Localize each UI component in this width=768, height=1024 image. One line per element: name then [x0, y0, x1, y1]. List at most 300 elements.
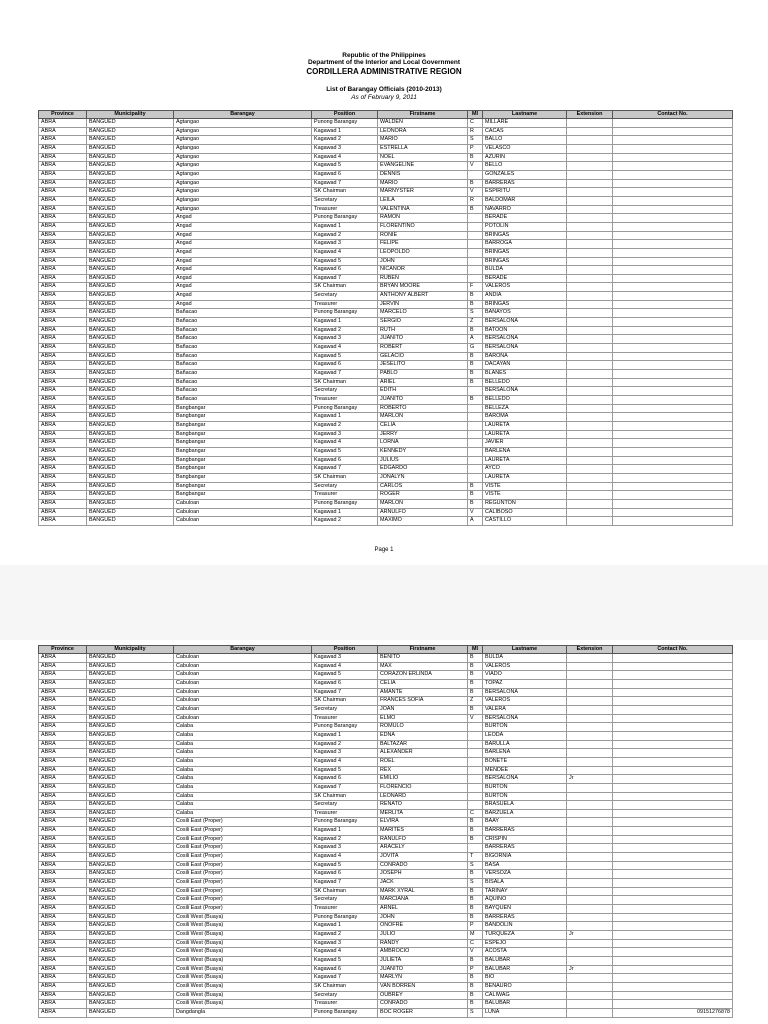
- cell-position: Kagawad 2: [312, 231, 378, 240]
- cell-lastname: TOPAZ: [483, 679, 567, 688]
- table-row: [39, 931, 733, 940]
- cell-lastname: BELLEDO: [483, 396, 567, 405]
- cell-municipality: BANGUED: [87, 783, 174, 792]
- cell-barangay: Angad: [174, 266, 312, 275]
- cell-municipality: BANGUED: [87, 447, 174, 456]
- cell-lastname: BAYQUEN: [483, 905, 567, 914]
- column-header-position: Position: [312, 111, 378, 119]
- cell-contact: [613, 662, 733, 671]
- cell-barangay: Bañacao: [174, 318, 312, 327]
- cell-position: Kagawad 2: [312, 136, 378, 145]
- cell-extension: [567, 326, 613, 335]
- cell-barangay: Angad: [174, 257, 312, 266]
- header-line-region: CORDILLERA ADMINISTRATIVE REGION: [306, 66, 462, 76]
- cell-firstname: JONALYN: [378, 473, 468, 482]
- table-row: [39, 352, 733, 361]
- cell-position: Kagawad 3: [312, 939, 378, 948]
- table-row: [39, 723, 733, 732]
- cell-mi: [468, 430, 483, 439]
- cell-position: Treasurer: [312, 1000, 378, 1009]
- column-header-province: Province: [39, 111, 87, 119]
- cell-position: Kagawad 2: [312, 835, 378, 844]
- table-row: [39, 887, 733, 896]
- cell-contact: [613, 413, 733, 422]
- cell-mi: B: [468, 705, 483, 714]
- cell-province: ABRA: [39, 887, 87, 896]
- cell-extension: [567, 1000, 613, 1009]
- cell-lastname: BRINGAS: [483, 231, 567, 240]
- cell-firstname: MAX: [378, 662, 468, 671]
- cell-extension: [567, 913, 613, 922]
- cell-position: SK Chairman: [312, 982, 378, 991]
- cell-mi: B: [468, 662, 483, 671]
- cell-lastname: BERSALONA: [483, 318, 567, 327]
- cell-mi: B: [468, 982, 483, 991]
- cell-mi: B: [468, 292, 483, 301]
- table-row: [39, 240, 733, 249]
- cell-contact: [613, 196, 733, 205]
- cell-mi: S: [468, 309, 483, 318]
- table-row: [39, 214, 733, 223]
- cell-contact: [613, 679, 733, 688]
- table-row: [39, 697, 733, 706]
- column-header-contact: Contact No.: [613, 111, 733, 119]
- cell-extension: [567, 956, 613, 965]
- cell-municipality: BANGUED: [87, 827, 174, 836]
- cell-municipality: BANGUED: [87, 352, 174, 361]
- cell-barangay: Bañacao: [174, 387, 312, 396]
- cell-contact: [613, 387, 733, 396]
- cell-extension: [567, 809, 613, 818]
- cell-mi: B: [468, 818, 483, 827]
- cell-province: ABRA: [39, 309, 87, 318]
- cell-contact: [613, 335, 733, 344]
- cell-contact: [613, 378, 733, 387]
- cell-municipality: BANGUED: [87, 231, 174, 240]
- cell-position: Kagawad 6: [312, 266, 378, 275]
- cell-barangay: Cabuloan: [174, 654, 312, 663]
- table-row: [39, 292, 733, 301]
- cell-contact: [613, 775, 733, 784]
- table-row: [39, 413, 733, 422]
- cell-position: Kagawad 7: [312, 688, 378, 697]
- cell-position: Kagawad 4: [312, 248, 378, 257]
- cell-firstname: ARNEL: [378, 905, 468, 914]
- cell-lastname: VISTE: [483, 482, 567, 491]
- cell-province: ABRA: [39, 335, 87, 344]
- table-row: [39, 266, 733, 275]
- cell-barangay: Agtangao: [174, 170, 312, 179]
- cell-barangay: Agtangao: [174, 127, 312, 136]
- cell-mi: S: [468, 861, 483, 870]
- cell-extension: Jr: [567, 965, 613, 974]
- cell-municipality: BANGUED: [87, 731, 174, 740]
- cell-municipality: BANGUED: [87, 473, 174, 482]
- cell-firstname: MARCIANA: [378, 896, 468, 905]
- cell-mi: B: [468, 300, 483, 309]
- cell-mi: [468, 775, 483, 784]
- cell-firstname: EMILIO: [378, 775, 468, 784]
- cell-extension: [567, 170, 613, 179]
- cell-municipality: BANGUED: [87, 482, 174, 491]
- table-row: [39, 196, 733, 205]
- cell-contact: [613, 827, 733, 836]
- cell-firstname: JULIETA: [378, 956, 468, 965]
- cell-municipality: BANGUED: [87, 705, 174, 714]
- cell-position: Kagawad 3: [312, 430, 378, 439]
- cell-lastname: BRASUELA: [483, 801, 567, 810]
- cell-barangay: Cosili West (Buaya): [174, 922, 312, 931]
- cell-mi: B: [468, 913, 483, 922]
- cell-province: ABRA: [39, 404, 87, 413]
- cell-barangay: Bangbangar: [174, 482, 312, 491]
- cell-contact: [613, 482, 733, 491]
- cell-lastname: ESPIRITU: [483, 188, 567, 197]
- table-row: [39, 361, 733, 370]
- cell-mi: B: [468, 887, 483, 896]
- cell-position: Kagawad 3: [312, 749, 378, 758]
- cell-extension: [567, 671, 613, 680]
- cell-contact: [613, 853, 733, 862]
- cell-extension: [567, 188, 613, 197]
- table-row: [39, 482, 733, 491]
- cell-municipality: BANGUED: [87, 222, 174, 231]
- cell-barangay: Agtangao: [174, 144, 312, 153]
- cell-mi: B: [468, 835, 483, 844]
- cell-province: ABRA: [39, 792, 87, 801]
- cell-province: ABRA: [39, 948, 87, 957]
- cell-barangay: Cabuloan: [174, 714, 312, 723]
- cell-barangay: Calaba: [174, 757, 312, 766]
- cell-firstname: CELIA: [378, 421, 468, 430]
- cell-mi: V: [468, 188, 483, 197]
- cell-municipality: BANGUED: [87, 861, 174, 870]
- cell-barangay: Dangdangla: [174, 1008, 312, 1017]
- cell-firstname: JOHN: [378, 257, 468, 266]
- cell-barangay: Agtangao: [174, 153, 312, 162]
- cell-municipality: BANGUED: [87, 456, 174, 465]
- table-row: [39, 396, 733, 405]
- cell-extension: [567, 517, 613, 526]
- table-row: [39, 792, 733, 801]
- cell-barangay: Calaba: [174, 809, 312, 818]
- cell-municipality: BANGUED: [87, 931, 174, 940]
- table-row: [39, 344, 733, 353]
- cell-contact: [613, 688, 733, 697]
- table-row: [39, 783, 733, 792]
- cell-province: ABRA: [39, 801, 87, 810]
- cell-mi: [468, 731, 483, 740]
- cell-contact: [613, 361, 733, 370]
- table-row: [39, 179, 733, 188]
- cell-mi: B: [468, 905, 483, 914]
- cell-position: Punong Barangay: [312, 818, 378, 827]
- cell-municipality: BANGUED: [87, 370, 174, 379]
- cell-position: SK Chairman: [312, 473, 378, 482]
- cell-lastname: GONZALES: [483, 170, 567, 179]
- cell-municipality: BANGUED: [87, 749, 174, 758]
- cell-mi: S: [468, 136, 483, 145]
- cell-position: Kagawad 4: [312, 662, 378, 671]
- cell-lastname: BERADE: [483, 214, 567, 223]
- table-row: [39, 679, 733, 688]
- cell-municipality: BANGUED: [87, 835, 174, 844]
- cell-contact: [613, 913, 733, 922]
- cell-province: ABRA: [39, 153, 87, 162]
- cell-lastname: BARRERAS: [483, 913, 567, 922]
- cell-contact: [613, 456, 733, 465]
- column-header-extension: Extension: [567, 646, 613, 654]
- cell-barangay: Cosili West (Buaya): [174, 965, 312, 974]
- cell-barangay: Calaba: [174, 749, 312, 758]
- cell-barangay: Agtangao: [174, 188, 312, 197]
- cell-lastname: BARLENA: [483, 447, 567, 456]
- cell-lastname: LAURETA: [483, 430, 567, 439]
- cell-lastname: BELLEZA: [483, 404, 567, 413]
- table-row: [39, 257, 733, 266]
- cell-municipality: BANGUED: [87, 922, 174, 931]
- cell-municipality: BANGUED: [87, 274, 174, 283]
- cell-firstname: JESELITO: [378, 361, 468, 370]
- cell-firstname: RUTH: [378, 326, 468, 335]
- cell-barangay: Agtangao: [174, 205, 312, 214]
- cell-firstname: FRANCES SOFIA: [378, 697, 468, 706]
- cell-position: Kagawad 5: [312, 352, 378, 361]
- cell-lastname: BARULLA: [483, 740, 567, 749]
- cell-lastname: BASA: [483, 861, 567, 870]
- cell-contact: [613, 283, 733, 292]
- cell-barangay: Cosili East (Proper): [174, 887, 312, 896]
- cell-contact: [613, 222, 733, 231]
- cell-lastname: BRINGAS: [483, 248, 567, 257]
- cell-municipality: BANGUED: [87, 136, 174, 145]
- cell-extension: [567, 292, 613, 301]
- cell-barangay: Cosili East (Proper): [174, 861, 312, 870]
- cell-extension: [567, 240, 613, 249]
- cell-firstname: BOC ROGER: [378, 1008, 468, 1017]
- cell-position: Punong Barangay: [312, 119, 378, 128]
- cell-contact: [613, 714, 733, 723]
- cell-province: ABRA: [39, 740, 87, 749]
- cell-province: ABRA: [39, 775, 87, 784]
- cell-barangay: Cosili West (Buaya): [174, 991, 312, 1000]
- table-row: [39, 879, 733, 888]
- cell-barangay: Cosili West (Buaya): [174, 956, 312, 965]
- cell-barangay: Cosili West (Buaya): [174, 974, 312, 983]
- cell-lastname: BANAYOS: [483, 309, 567, 318]
- document-header: [0, 52, 768, 101]
- cell-contact: [613, 370, 733, 379]
- cell-municipality: BANGUED: [87, 714, 174, 723]
- cell-lastname: BERSALONA: [483, 335, 567, 344]
- cell-extension: [567, 205, 613, 214]
- cell-firstname: KENNEDY: [378, 447, 468, 456]
- cell-barangay: Cosili West (Buaya): [174, 1000, 312, 1009]
- cell-municipality: BANGUED: [87, 318, 174, 327]
- cell-municipality: BANGUED: [87, 248, 174, 257]
- cell-lastname: BULDA: [483, 266, 567, 275]
- cell-municipality: BANGUED: [87, 913, 174, 922]
- cell-extension: [567, 387, 613, 396]
- cell-mi: [468, 465, 483, 474]
- cell-contact: [613, 517, 733, 526]
- cell-firstname: AMBROCIO: [378, 948, 468, 957]
- cell-position: Kagawad 1: [312, 318, 378, 327]
- cell-barangay: Cabuloan: [174, 662, 312, 671]
- cell-extension: [567, 982, 613, 991]
- table-row: [39, 499, 733, 508]
- cell-firstname: RANULFO: [378, 835, 468, 844]
- cell-municipality: BANGUED: [87, 662, 174, 671]
- cell-lastname: CACAS: [483, 127, 567, 136]
- cell-barangay: Bangbangar: [174, 456, 312, 465]
- cell-lastname: BERSALONA: [483, 775, 567, 784]
- cell-contact: [613, 896, 733, 905]
- cell-barangay: Cosili East (Proper): [174, 827, 312, 836]
- cell-mi: S: [468, 1008, 483, 1017]
- cell-lastname: LAURETA: [483, 421, 567, 430]
- cell-position: Kagawad 6: [312, 456, 378, 465]
- cell-barangay: Cosili West (Buaya): [174, 931, 312, 940]
- cell-extension: [567, 887, 613, 896]
- cell-position: Kagawad 1: [312, 508, 378, 517]
- cell-lastname: BENAURO: [483, 982, 567, 991]
- cell-province: ABRA: [39, 705, 87, 714]
- cell-mi: B: [468, 1000, 483, 1009]
- cell-province: ABRA: [39, 922, 87, 931]
- cell-position: Kagawad 3: [312, 335, 378, 344]
- cell-firstname: EDNA: [378, 731, 468, 740]
- cell-province: ABRA: [39, 413, 87, 422]
- cell-contact: [613, 835, 733, 844]
- cell-lastname: BARONA: [483, 352, 567, 361]
- cell-firstname: ROBERTO: [378, 404, 468, 413]
- cell-position: SK Chairman: [312, 283, 378, 292]
- officials-table-page-2: [38, 645, 733, 1018]
- cell-firstname: LEOPOLDO: [378, 248, 468, 257]
- table-header-row: [39, 646, 733, 654]
- cell-province: ABRA: [39, 240, 87, 249]
- cell-firstname: JULIUS: [378, 456, 468, 465]
- cell-lastname: BERSALONA: [483, 344, 567, 353]
- cell-province: ABRA: [39, 144, 87, 153]
- cell-contact: [613, 491, 733, 500]
- table-row: [39, 1000, 733, 1009]
- cell-municipality: BANGUED: [87, 404, 174, 413]
- cell-municipality: BANGUED: [87, 430, 174, 439]
- cell-barangay: Angad: [174, 231, 312, 240]
- column-header-lastname: Lastname: [483, 646, 567, 654]
- cell-extension: [567, 749, 613, 758]
- cell-contact: [613, 447, 733, 456]
- cell-contact: [613, 179, 733, 188]
- cell-barangay: Bangbangar: [174, 430, 312, 439]
- cell-contact: [613, 922, 733, 931]
- cell-firstname: FELIPE: [378, 240, 468, 249]
- cell-province: ABRA: [39, 421, 87, 430]
- cell-firstname: ROMULO: [378, 723, 468, 732]
- column-header-province: Province: [39, 646, 87, 654]
- cell-contact: [613, 697, 733, 706]
- cell-mi: M: [468, 931, 483, 940]
- table-row: [39, 318, 733, 327]
- cell-lastname: JAVIER: [483, 439, 567, 448]
- cell-extension: [567, 499, 613, 508]
- cell-municipality: BANGUED: [87, 144, 174, 153]
- cell-municipality: BANGUED: [87, 982, 174, 991]
- table-header-row: [39, 111, 733, 119]
- cell-province: ABRA: [39, 430, 87, 439]
- cell-lastname: CASTILLO: [483, 517, 567, 526]
- cell-barangay: Calaba: [174, 766, 312, 775]
- cell-contact: [613, 188, 733, 197]
- cell-province: ABRA: [39, 965, 87, 974]
- cell-mi: [468, 248, 483, 257]
- cell-firstname: ALEXANDER: [378, 749, 468, 758]
- cell-mi: [468, 757, 483, 766]
- cell-lastname: BARRERAS: [483, 179, 567, 188]
- cell-barangay: Calaba: [174, 731, 312, 740]
- cell-firstname: FLORENCIO: [378, 783, 468, 792]
- cell-mi: B: [468, 370, 483, 379]
- cell-position: Secretary: [312, 896, 378, 905]
- cell-contact: [613, 326, 733, 335]
- cell-lastname: BURTON: [483, 783, 567, 792]
- cell-municipality: BANGUED: [87, 818, 174, 827]
- cell-province: ABRA: [39, 991, 87, 1000]
- cell-extension: [567, 939, 613, 948]
- cell-extension: Jr: [567, 931, 613, 940]
- cell-mi: C: [468, 119, 483, 128]
- cell-barangay: Calaba: [174, 783, 312, 792]
- cell-position: Kagawad 3: [312, 144, 378, 153]
- cell-lastname: MENDEE: [483, 766, 567, 775]
- cell-contact: [613, 292, 733, 301]
- cell-extension: [567, 792, 613, 801]
- table-row: [39, 387, 733, 396]
- cell-extension: [567, 870, 613, 879]
- cell-extension: [567, 974, 613, 983]
- cell-mi: G: [468, 344, 483, 353]
- cell-position: SK Chairman: [312, 697, 378, 706]
- table-row: [39, 982, 733, 991]
- table-row: [39, 870, 733, 879]
- cell-position: Kagawad 6: [312, 170, 378, 179]
- cell-position: Treasurer: [312, 491, 378, 500]
- cell-contact: [613, 344, 733, 353]
- cell-province: ABRA: [39, 662, 87, 671]
- cell-firstname: JUANITO: [378, 396, 468, 405]
- cell-extension: [567, 222, 613, 231]
- cell-barangay: Cosili West (Buaya): [174, 982, 312, 991]
- cell-contact: [613, 654, 733, 663]
- table-row: [39, 274, 733, 283]
- cell-contact: [613, 818, 733, 827]
- cell-mi: P: [468, 922, 483, 931]
- cell-position: SK Chairman: [312, 887, 378, 896]
- cell-firstname: ROGER: [378, 491, 468, 500]
- cell-firstname: MARNYSTER: [378, 188, 468, 197]
- cell-municipality: BANGUED: [87, 292, 174, 301]
- cell-lastname: LAURETA: [483, 456, 567, 465]
- cell-position: Secretary: [312, 991, 378, 1000]
- cell-mi: [468, 257, 483, 266]
- cell-firstname: JOSEPH: [378, 870, 468, 879]
- cell-firstname: FLORENTINO: [378, 222, 468, 231]
- cell-firstname: JOAN: [378, 705, 468, 714]
- cell-position: Kagawad 2: [312, 740, 378, 749]
- cell-barangay: Cosili East (Proper): [174, 835, 312, 844]
